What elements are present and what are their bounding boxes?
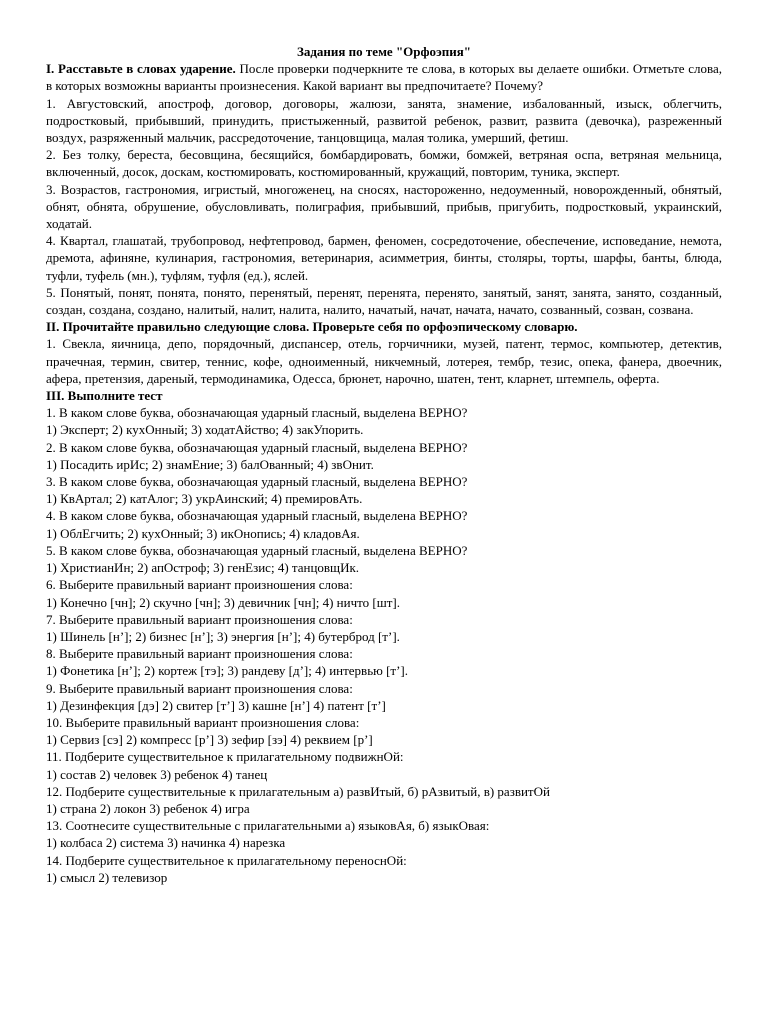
document-title: Задания по теме "Орфоэпия" bbox=[296, 44, 472, 59]
test-question: 10. Выберите правильный вариант произношения слова: bbox=[46, 714, 360, 730]
test-answers: 1) Эксперт; 2) кухОнный; 3) ходатАйство; 4) закУпорить. bbox=[46, 422, 364, 438]
section-2-word-list: 1. Свекла, яичница, депо, порядочный, диспансер, отель, горчичники, музей, патент, термос, компьютер, детектив, прачечная, термин, свитер, теннис, кофе, одноименный, никчемный, лотерея, тембр, тезис, опека, фанера, двоечник, афера, претензия, дареный, термодинамика, Одесса, брюнет, нарочно, шатен, тент, кларнет, штемпель, оферта. bbox=[46, 336, 722, 386]
test-answers: 1) колбаса 2) система 3) начинка 4) нарезка bbox=[46, 835, 286, 851]
section-3-heading: III. Выполните тест bbox=[46, 388, 163, 404]
test-question: 3. В каком слове буква, обозначающая ударный гласный, выделена ВЕРНО? bbox=[46, 474, 468, 490]
word-list-item: 1. Августовский, апостроф, договор, договоры, жалюзи, занята, знамение, избалованный, изыск, облегчить, подростковый, прибывший, принудить, пристыженный, развитой ребенок, развит, развита (девочка), разреженный воздух, разряженный мальчик, рассредоточение, танцовщица, малая толика, умерший, фетиш. bbox=[46, 95, 722, 146]
test-question: 4. В каком слове буква, обозначающая ударный гласный, выделена ВЕРНО? bbox=[46, 508, 468, 524]
test-answers: 1) Конечно [чн]; 2) скучно [чн]; 3) девичник [чн]; 4) ничто [шт]. bbox=[46, 594, 400, 610]
test-question: 11. Подберите существительное к прилагательному подвижнОй: bbox=[46, 749, 404, 765]
test-answers: 1) Шинель [н’]; 2) бизнес [н’]; 3) энергия [н’]; 4) бутерброд [т’]. bbox=[46, 628, 400, 644]
test-answers: 1) смысл 2) телевизор bbox=[46, 869, 168, 885]
test-question: 6. Выберите правильный вариант произношения слова: bbox=[46, 577, 353, 593]
test-question: 1. В каком слове буква, обозначающая ударный гласный, выделена ВЕРНО? bbox=[46, 405, 468, 421]
test-answers: 1) Дезинфекция [дэ] 2) свитер [т’] 3) кашне [н’] 4) патент [т’] bbox=[46, 697, 386, 713]
test-questions bbox=[46, 404, 722, 886]
test-question: 14. Подберите существительное к прилагательному переноснОй: bbox=[46, 852, 407, 868]
test-question: 5. В каком слове буква, обозначающая ударный гласный, выделена ВЕРНО? bbox=[46, 542, 468, 558]
word-list-item: 2. Без толку, береста, бесовщина, бесящийся, бомбардировать, бомжи, бомжей, ветряная оспа, ветряная мельница, включенный, досок, доскам, костюмировать, костюмированный, кружащий, повторим, туника, эксперт. bbox=[46, 147, 722, 180]
test-question: 13. Соотнесите существительные с прилагательными а) языковАя, б) языкОвая: bbox=[46, 818, 490, 834]
section-1-instructions: После проверки подчеркните те слова, в которых вы делаете ошибки. Отметьте слова, в которых возможны варианты произнесения. Какой вариант вы предпочитаете? Почему? bbox=[46, 61, 723, 94]
test-answers: 1) Посадить ирИс; 2) знамЕние; 3) балОванный; 4) звОнит. bbox=[46, 456, 374, 472]
test-question: 8. Выберите правильный вариант произношения слова: bbox=[46, 646, 353, 662]
test-question: 9. Выберите правильный вариант произношения слова: bbox=[46, 680, 353, 696]
test-answers: 1) состав 2) человек 3) ребенок 4) танец bbox=[46, 766, 268, 782]
test-answers: 1) ХристианИн; 2) апОстроф; 3) генЕзис; 4) танцовщИк. bbox=[46, 560, 360, 576]
test-answers: 1) страна 2) локон 3) ребенок 4) игра bbox=[46, 800, 250, 816]
test-question: 12. Подберите существительные к прилагательным а) развИтый, б) рАзвитый, в) развитОй bbox=[46, 783, 550, 799]
section-1-intro bbox=[46, 60, 722, 94]
test-answers: 1) Фонетика [н’]; 2) кортеж [тэ]; 3) рандеву [д’]; 4) интервью [т’]. bbox=[46, 663, 409, 679]
word-list-item: 5. Понятый, понят, понята, понято, перенятый, перенят, перенята, перенято, занятый, занят, занята, занято, созданный, создан, создана, создано, налитый, налит, налита, налито, начатый, начат, начата, начато, созванный, созван, созвана. bbox=[46, 284, 722, 318]
test-answers: 1) ОблЕгчить; 2) кухОнный; 3) икОнопись; 4) кладовАя. bbox=[46, 525, 360, 541]
section-2-heading: II. Прочитайте правильно следующие слова. Проверьте себя по орфоэпическому словарю. bbox=[46, 319, 578, 335]
test-question: 2. В каком слове буква, обозначающая ударный гласный, выделена ВЕРНО? bbox=[46, 439, 468, 455]
test-answers: 1) КвАртал; 2) катАлог; 3) укрАинский; 4) премировАть. bbox=[46, 491, 363, 507]
word-list-item: 4. Квартал, глашатай, трубопровод, нефтепровод, бармен, феномен, сосредоточение, обеспечение, исповедание, немота, дремота, афиняне, кулинария, гастрономия, ветеринария, асимметрия, бинты, столяры, торты, шарфы, банты, блюда, туфли, туфель (мн.), туфлям, туфля (ед.), яслей. bbox=[46, 233, 722, 283]
section-1-heading: I. Расставьте в словах ударение. bbox=[46, 61, 236, 77]
test-question: 7. Выберите правильный вариант произношения слова: bbox=[46, 611, 353, 627]
word-list-item: 3. Возрастов, гастрономия, игристый, многоженец, на сносях, настороженно, недоуменный, новорожденный, обнятый, обнят, обнята, обрушение, обусловливать, полиграфия, прибывший, прибыв, пригубить, подростковый, украинский, ходатай. bbox=[46, 181, 722, 232]
test-answers: 1) Сервиз [сэ] 2) компресс [р’] 3) зефир [зэ] 4) реквием [р’] bbox=[46, 732, 373, 748]
